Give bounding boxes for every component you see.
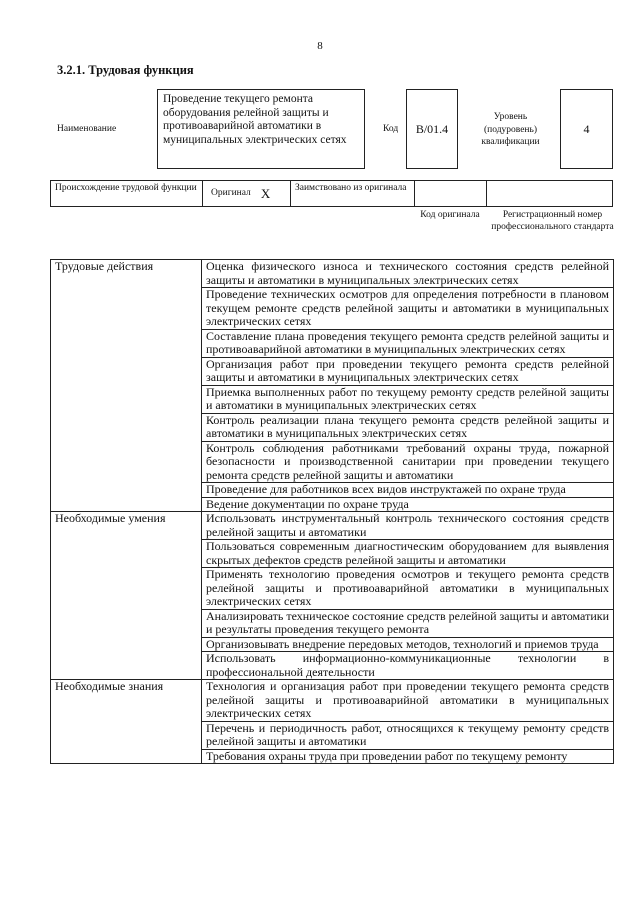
knowledge-item: Технология и организация работ при проведении текущего ремонта средств релейной защиты и противоаварийной автоматики в муниципальных электрических сетях [202,680,614,722]
reg-number-cell [487,181,612,206]
skill-item: Применять технологию проведения осмотров и текущего ремонта средств релейной защиты и противоаварийной автоматики в муниципальных электрических сетях [202,568,614,610]
code-original-cell [415,181,487,206]
action-item: Составление плана проведения текущего ремонта средств релейной защиты и противоаварийной автоматики в муниципальных электрических сетях [202,329,614,357]
action-item: Контроль соблюдения работниками требований охраны труда, пожарной безопасности и производственной санитарии при проведении текущего ремонта средств релейной защиты и автоматики [202,441,614,483]
reg-number-label: Регистрационный номер профессионального стандарта [491,210,614,232]
action-item: Организация работ при проведении текущего ремонта средств релейной защиты и автоматики в муниципальных электрических сетях [202,357,614,385]
action-item: Контроль реализации плана текущего ремонта средств релейной защиты и автоматики в муниципальных электрических сетях [202,413,614,441]
name-label: Наименование [57,124,117,134]
code-value: B/01.4 [406,89,458,169]
skill-item: Использовать инструментальный контроль технического состояния средств релейной защиты и автоматики [202,512,614,540]
original-cell [203,181,291,206]
action-item: Оценка физического износа и технического состояния средств релейной защиты и автоматики в муниципальных электрических сетях [202,260,614,288]
skill-item: Пользоваться современным диагностическим оборудованием для выявления скрытых дефектов средств релейной защиты и автоматики [202,540,614,568]
action-item: Проведение для работников всех видов инструктажей по охране труда [202,483,614,498]
actions-label: Трудовые действия [51,260,202,512]
level-label: Уровень (подуровень) квалификации [481,112,540,147]
action-item: Ведение документации по охране труда [202,497,614,512]
labor-function-table [50,259,614,764]
code-original-label: Код оригинала [420,210,480,220]
table-row [51,680,614,722]
origin-label: Происхождение трудовой функции [51,181,203,206]
skill-item: Использовать информационно-коммуникационные технологии в профессиональной деятельности [202,652,614,680]
skill-item: Анализировать техническое состояние средств релейной защиты и автоматики и результаты проведения текущего ремонта [202,609,614,637]
function-name: Проведение текущего ремонта оборудования релейной защиты и противоаварийной автоматики в муниципальных электрических сетях [157,89,365,169]
table-row [51,512,614,540]
original-mark: X [260,186,271,201]
page-number: 8 [317,40,323,52]
borrowed-label: Заимствовано из оригинала [291,181,415,206]
section-heading: 3.2.1. Трудовая функция [57,63,194,77]
origin-row [50,180,613,207]
skill-item: Организовывать внедрение передовых методов, технологий и приемов труда [202,637,614,652]
knowledge-label: Необходимые знания [51,680,202,764]
skills-label: Необходимые умения [51,512,202,680]
original-label: Оригинал [211,188,251,198]
knowledge-item: Перечень и периодичность работ, относящихся к текущему ремонту средств релейной защиты и автоматики [202,721,614,749]
table-row [51,260,614,288]
level-value: 4 [560,89,613,169]
knowledge-item: Требования охраны труда при проведении работ по текущему ремонту [202,749,614,764]
code-label: Код [383,124,399,134]
action-item: Приемка выполненных работ по текущему ремонту средств релейной защиты и автоматики в муниципальных электрических сетях [202,385,614,413]
action-item: Проведение технических осмотров для определения потребности в плановом текущем ремонте средств релейной защиты и автоматики в муниципальных электрических сетях [202,288,614,330]
